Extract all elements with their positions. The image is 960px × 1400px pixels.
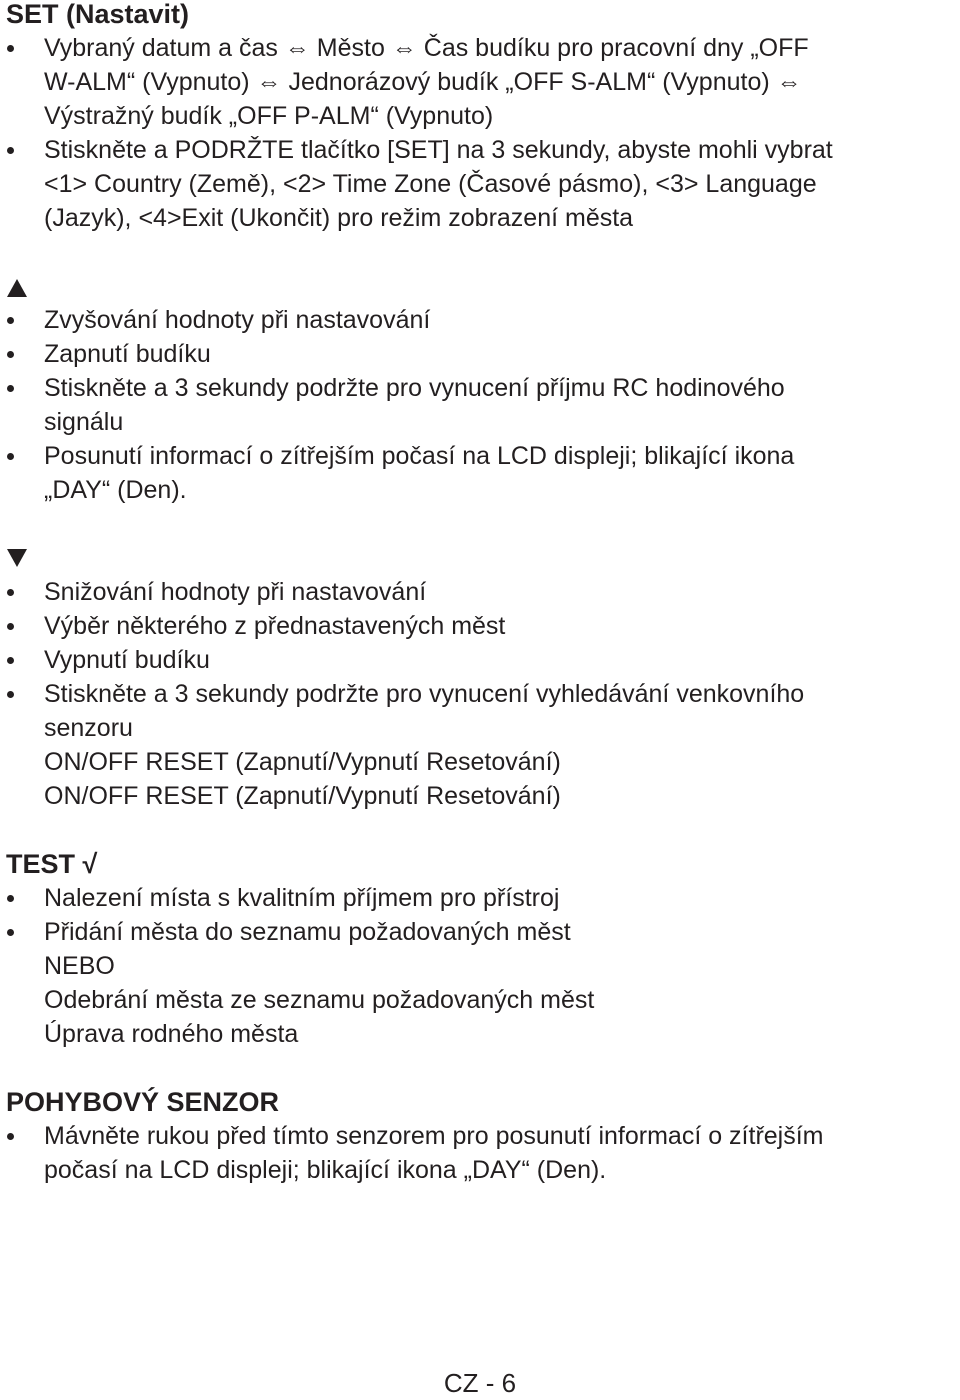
down-line-1: Snižování hodnoty při nastavování xyxy=(44,578,427,606)
motion-line-2: počasí na LCD displeji; blikající ikona „DAY“ (Den). xyxy=(44,1156,607,1184)
test-line-3: NEBO xyxy=(44,952,115,980)
set-heading: SET (Nastavit) xyxy=(6,0,190,29)
page-number: CZ - 6 xyxy=(443,1368,517,1398)
bullet xyxy=(7,1133,14,1140)
test-line-4: Odebrání města ze seznamu požadovaných měst xyxy=(44,986,595,1014)
bullet xyxy=(7,657,14,664)
up-line-3: Stiskněte a 3 sekundy podržte pro vynucení příjmu RC hodinového xyxy=(44,374,785,402)
test-heading: TEST √ xyxy=(6,849,98,879)
test-line-5: Úprava rodného města xyxy=(44,1020,299,1048)
up-line-1: Zvyšování hodnoty při nastavování xyxy=(44,306,431,334)
bullet xyxy=(7,351,14,358)
set-line-4: Stiskněte a PODRŽTE tlačítko [SET] na 3 sekundy, abyste mohli vybrat xyxy=(44,136,833,164)
bullet xyxy=(7,895,14,902)
down-line-2: Výběr některého z přednastavených měst xyxy=(44,612,506,640)
motion-line-1: Mávněte rukou před tímto senzorem pro posunutí informací o zítřejším xyxy=(44,1122,824,1150)
down-line-7: ON/OFF RESET (Zapnutí/Vypnutí Resetování) xyxy=(44,782,561,810)
bullet xyxy=(7,623,14,630)
bullet xyxy=(7,929,14,936)
bullet xyxy=(7,385,14,392)
bullet xyxy=(7,317,14,324)
set-line-5: <1> Country (Země), <2> Time Zone (Časové pásmo), <3> Language xyxy=(44,170,817,198)
up-line-5: Posunutí informací o zítřejším počasí na LCD displeji; blikající ikona xyxy=(44,442,795,470)
down-triangle-icon xyxy=(6,547,28,569)
set-line-2: W-ALM“ (Vypnuto) ⇔ Jednorázový budík „OFF S-ALM“ (Vypnuto) ⇔ xyxy=(44,68,802,96)
bullet xyxy=(7,691,14,698)
up-line-6: „DAY“ (Den). xyxy=(44,476,187,504)
down-line-4: Stiskněte a 3 sekundy podržte pro vynucení vyhledávání venkovního xyxy=(44,680,805,708)
set-line-3: Výstražný budík „OFF P-ALM“ (Vypnuto) xyxy=(44,102,494,130)
test-line-2: Přidání města do seznamu požadovaných měst xyxy=(44,918,571,946)
bullet xyxy=(7,589,14,596)
up-triangle-icon xyxy=(6,277,28,299)
bullet xyxy=(7,453,14,460)
down-line-6: ON/OFF RESET (Zapnutí/Vypnutí Resetování) xyxy=(44,748,561,776)
bullet xyxy=(7,45,14,52)
up-line-2: Zapnutí budíku xyxy=(44,340,211,368)
set-line-1: Vybraný datum a čas ⇔ Město ⇔ Čas budíku pro pracovní dny „OFF xyxy=(44,34,809,62)
set-line-6: (Jazyk), <4>Exit (Ukončit) pro režim zobrazení města xyxy=(44,204,634,232)
motion-sensor-heading: POHYBOVÝ SENZOR xyxy=(6,1087,280,1117)
test-line-1: Nalezení místa s kvalitním příjmem pro přístroj xyxy=(44,884,560,912)
up-line-4: signálu xyxy=(44,408,124,436)
bullet xyxy=(7,147,14,154)
down-line-3: Vypnutí budíku xyxy=(44,646,210,674)
down-line-5: senzoru xyxy=(44,714,133,742)
